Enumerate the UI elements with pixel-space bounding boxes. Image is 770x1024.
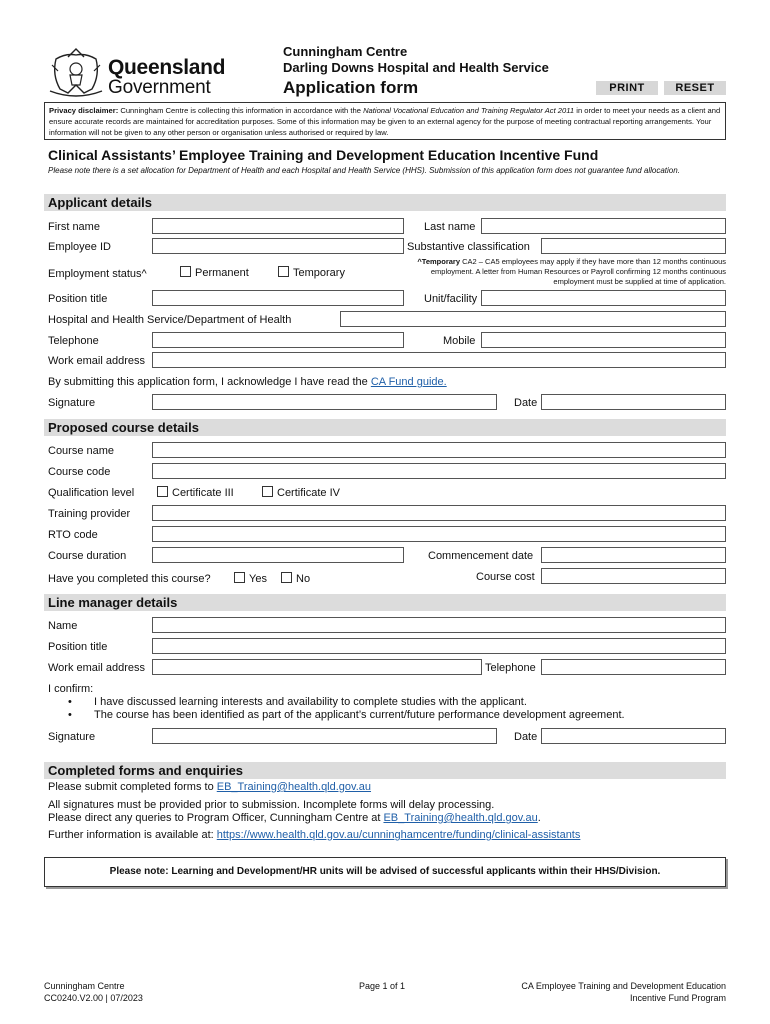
rto-code-label: RTO code [48, 529, 98, 541]
manager-name-label: Name [48, 620, 78, 632]
confirm-bullet-2-text: The course has been identified as part of the applicant’s current/future performance development agreement. [94, 709, 625, 721]
temporary-note [398, 257, 726, 287]
queries-end: . [537, 812, 541, 824]
date-label: Date [514, 397, 538, 409]
applicant-details-heading: Applicant details [44, 194, 726, 211]
signature-input[interactable] [152, 394, 497, 410]
hr-note-text: Please note: Learning and Development/HR units will be advised of successful applicants within their HHS/Division. [109, 866, 661, 877]
acknowledge-statement: By submitting this application form, I acknowledge I have read the [48, 376, 371, 388]
queries-statement: Please direct any queries to Program Officer, Cunningham Centre at [48, 812, 384, 824]
date-input[interactable] [541, 394, 726, 410]
employee-id-label: Employee ID [48, 241, 111, 253]
position-title-input[interactable] [152, 290, 404, 306]
position-title-label: Position title [48, 293, 108, 305]
completed-forms-heading: Completed forms and enquiries [44, 762, 726, 779]
confirm-bullet-1 [68, 696, 527, 708]
last-name-label: Last name [424, 221, 476, 233]
footer-program-1: CA Employee Training and Development Education [521, 981, 726, 991]
submit-email-link[interactable]: EB_Training@health.qld.gov.au [216, 781, 372, 793]
footer-program-2: Incentive Fund Program [629, 993, 726, 1003]
bullet-marker: • [68, 696, 72, 708]
completed-no-label: No [296, 573, 311, 585]
course-name-label: Course name [48, 445, 115, 457]
commencement-date-label: Commencement date [428, 550, 534, 562]
rto-code-input[interactable] [152, 526, 726, 542]
org-service: Darling Downs Hospital and Health Service [283, 60, 549, 75]
reset-button[interactable]: RESET [664, 81, 726, 95]
footer-version: CC0240.V2.00 | 07/2023 [44, 993, 143, 1003]
substantive-classification-input[interactable] [541, 238, 726, 254]
manager-date-label: Date [514, 731, 538, 743]
last-name-input[interactable] [481, 218, 726, 234]
temporary-label: Temporary [293, 267, 345, 279]
manager-position-label: Position title [48, 641, 108, 653]
certificate-iii-checkbox[interactable] [157, 486, 168, 497]
temporary-checkbox[interactable] [278, 266, 289, 277]
certificate-iii-label: Certificate III [172, 487, 234, 499]
acknowledge-text [48, 376, 447, 388]
org-name: Cunningham Centre [283, 44, 408, 59]
main-title: Clinical Assistants’ Employee Training and Development Education Incentive Fund [48, 147, 599, 163]
training-provider-label: Training provider [48, 508, 131, 520]
manager-email-input[interactable] [152, 659, 482, 675]
completed-yes-label: Yes [249, 573, 267, 585]
course-code-label: Course code [48, 466, 111, 478]
completed-course-question: Have you completed this course? [48, 573, 211, 585]
mobile-label: Mobile [443, 335, 476, 347]
hhs-input[interactable] [340, 311, 726, 327]
print-button[interactable]: PRINT [596, 81, 658, 95]
substantive-classification-label: Substantive classification [407, 241, 530, 253]
further-info-link[interactable]: https://www.health.qld.gov.au/cunninghamcentre/funding/clinical-assistants [216, 829, 581, 841]
privacy-disclaimer [44, 102, 726, 140]
manager-signature-label: Signature [48, 731, 96, 743]
course-cost-label: Course cost [476, 571, 535, 583]
training-provider-input[interactable] [152, 505, 726, 521]
certificate-iv-checkbox[interactable] [262, 486, 273, 497]
permanent-label: Permanent [195, 267, 249, 279]
course-code-input[interactable] [152, 463, 726, 479]
allocation-note: Please note there is a set allocation for Department of Health and each Hospital and Health Service (HHS). Submission of this application form does not guarantee fund allocation. [48, 166, 680, 175]
course-details-heading: Proposed course details [44, 419, 726, 436]
queries-text [48, 812, 541, 824]
logo-text-government: Government [108, 77, 211, 98]
telephone-label: Telephone [48, 335, 99, 347]
footer-page: Page 1 of 1 [359, 981, 406, 991]
completed-no-checkbox[interactable] [281, 572, 292, 583]
signature-label: Signature [48, 397, 96, 409]
temporary-note-text: CA2 – CA5 employees may apply if they have more than 12 months continuous employment. A letter from Human Resources or Payroll confirming 12 months continuous employment must be supplied at time of application. [430, 257, 726, 286]
manager-signature-input[interactable] [152, 728, 497, 744]
privacy-act: National Vocational Education and Training Regulator Act 2011 [363, 106, 575, 115]
course-duration-label: Course duration [48, 550, 127, 562]
employee-id-input[interactable] [152, 238, 404, 254]
ca-fund-guide-link[interactable]: CA Fund guide. [370, 376, 447, 388]
manager-telephone-input[interactable] [541, 659, 726, 675]
course-name-input[interactable] [152, 442, 726, 458]
form-title: Application form [283, 78, 419, 97]
first-name-label: First name [48, 221, 100, 233]
privacy-text-2: in order to meet your needs as a client and ensure accurate records are maintained for accreditation purposes. Some of this information may be given to an external agency for the purpose of meeting contractual reporting arrangements. Your information will not be given to any other person or organisation unless authorised or required by law. [49, 106, 721, 137]
privacy-text-1: Cunningham Centre is collecting this information in accordance with the [118, 106, 364, 115]
certificate-iv-label: Certificate IV [277, 487, 340, 499]
hhs-label: Hospital and Health Service/Department of Health [48, 314, 292, 326]
confirm-label: I confirm: [48, 683, 94, 695]
telephone-input[interactable] [152, 332, 404, 348]
bullet-marker: • [68, 709, 72, 721]
submit-text [48, 781, 371, 793]
employment-status-label: Employment status^ [48, 268, 147, 280]
qualification-level-label: Qualification level [48, 487, 135, 499]
qld-coat-of-arms-logo [46, 45, 106, 101]
signatures-note: All signatures must be provided prior to submission. Incomplete forms will delay processing. [48, 799, 495, 811]
manager-name-input[interactable] [152, 617, 726, 633]
unit-facility-input[interactable] [481, 290, 726, 306]
first-name-input[interactable] [152, 218, 404, 234]
manager-telephone-label: Telephone [485, 662, 536, 674]
privacy-label: Privacy disclaimer: [49, 106, 119, 115]
line-manager-heading: Line manager details [44, 594, 726, 611]
logo-text-queensland: Queensland [108, 56, 226, 79]
hr-note-box [44, 857, 726, 887]
queries-email-link[interactable]: EB_Training@health.qld.gov.au [383, 812, 538, 824]
commencement-date-input[interactable] [541, 547, 726, 563]
work-email-input[interactable] [152, 352, 726, 368]
unit-facility-label: Unit/facility [424, 293, 478, 305]
manager-position-input[interactable] [152, 638, 726, 654]
mobile-input[interactable] [481, 332, 726, 348]
further-info-text [48, 829, 580, 841]
course-cost-input[interactable] [541, 568, 726, 584]
confirm-bullet-2 [68, 709, 625, 721]
temporary-note-label: ^Temporary [417, 257, 461, 266]
footer-org: Cunningham Centre [44, 981, 125, 991]
completed-yes-checkbox[interactable] [234, 572, 245, 583]
permanent-checkbox[interactable] [180, 266, 191, 277]
course-duration-input[interactable] [152, 547, 404, 563]
confirm-bullet-1-text: I have discussed learning interests and availability to complete studies with the applicant. [94, 696, 527, 708]
manager-date-input[interactable] [541, 728, 726, 744]
work-email-label: Work email address [48, 355, 145, 367]
manager-email-label: Work email address [48, 662, 145, 674]
further-info-statement: Further information is available at: [48, 829, 217, 841]
submit-statement: Please submit completed forms to [48, 781, 217, 793]
